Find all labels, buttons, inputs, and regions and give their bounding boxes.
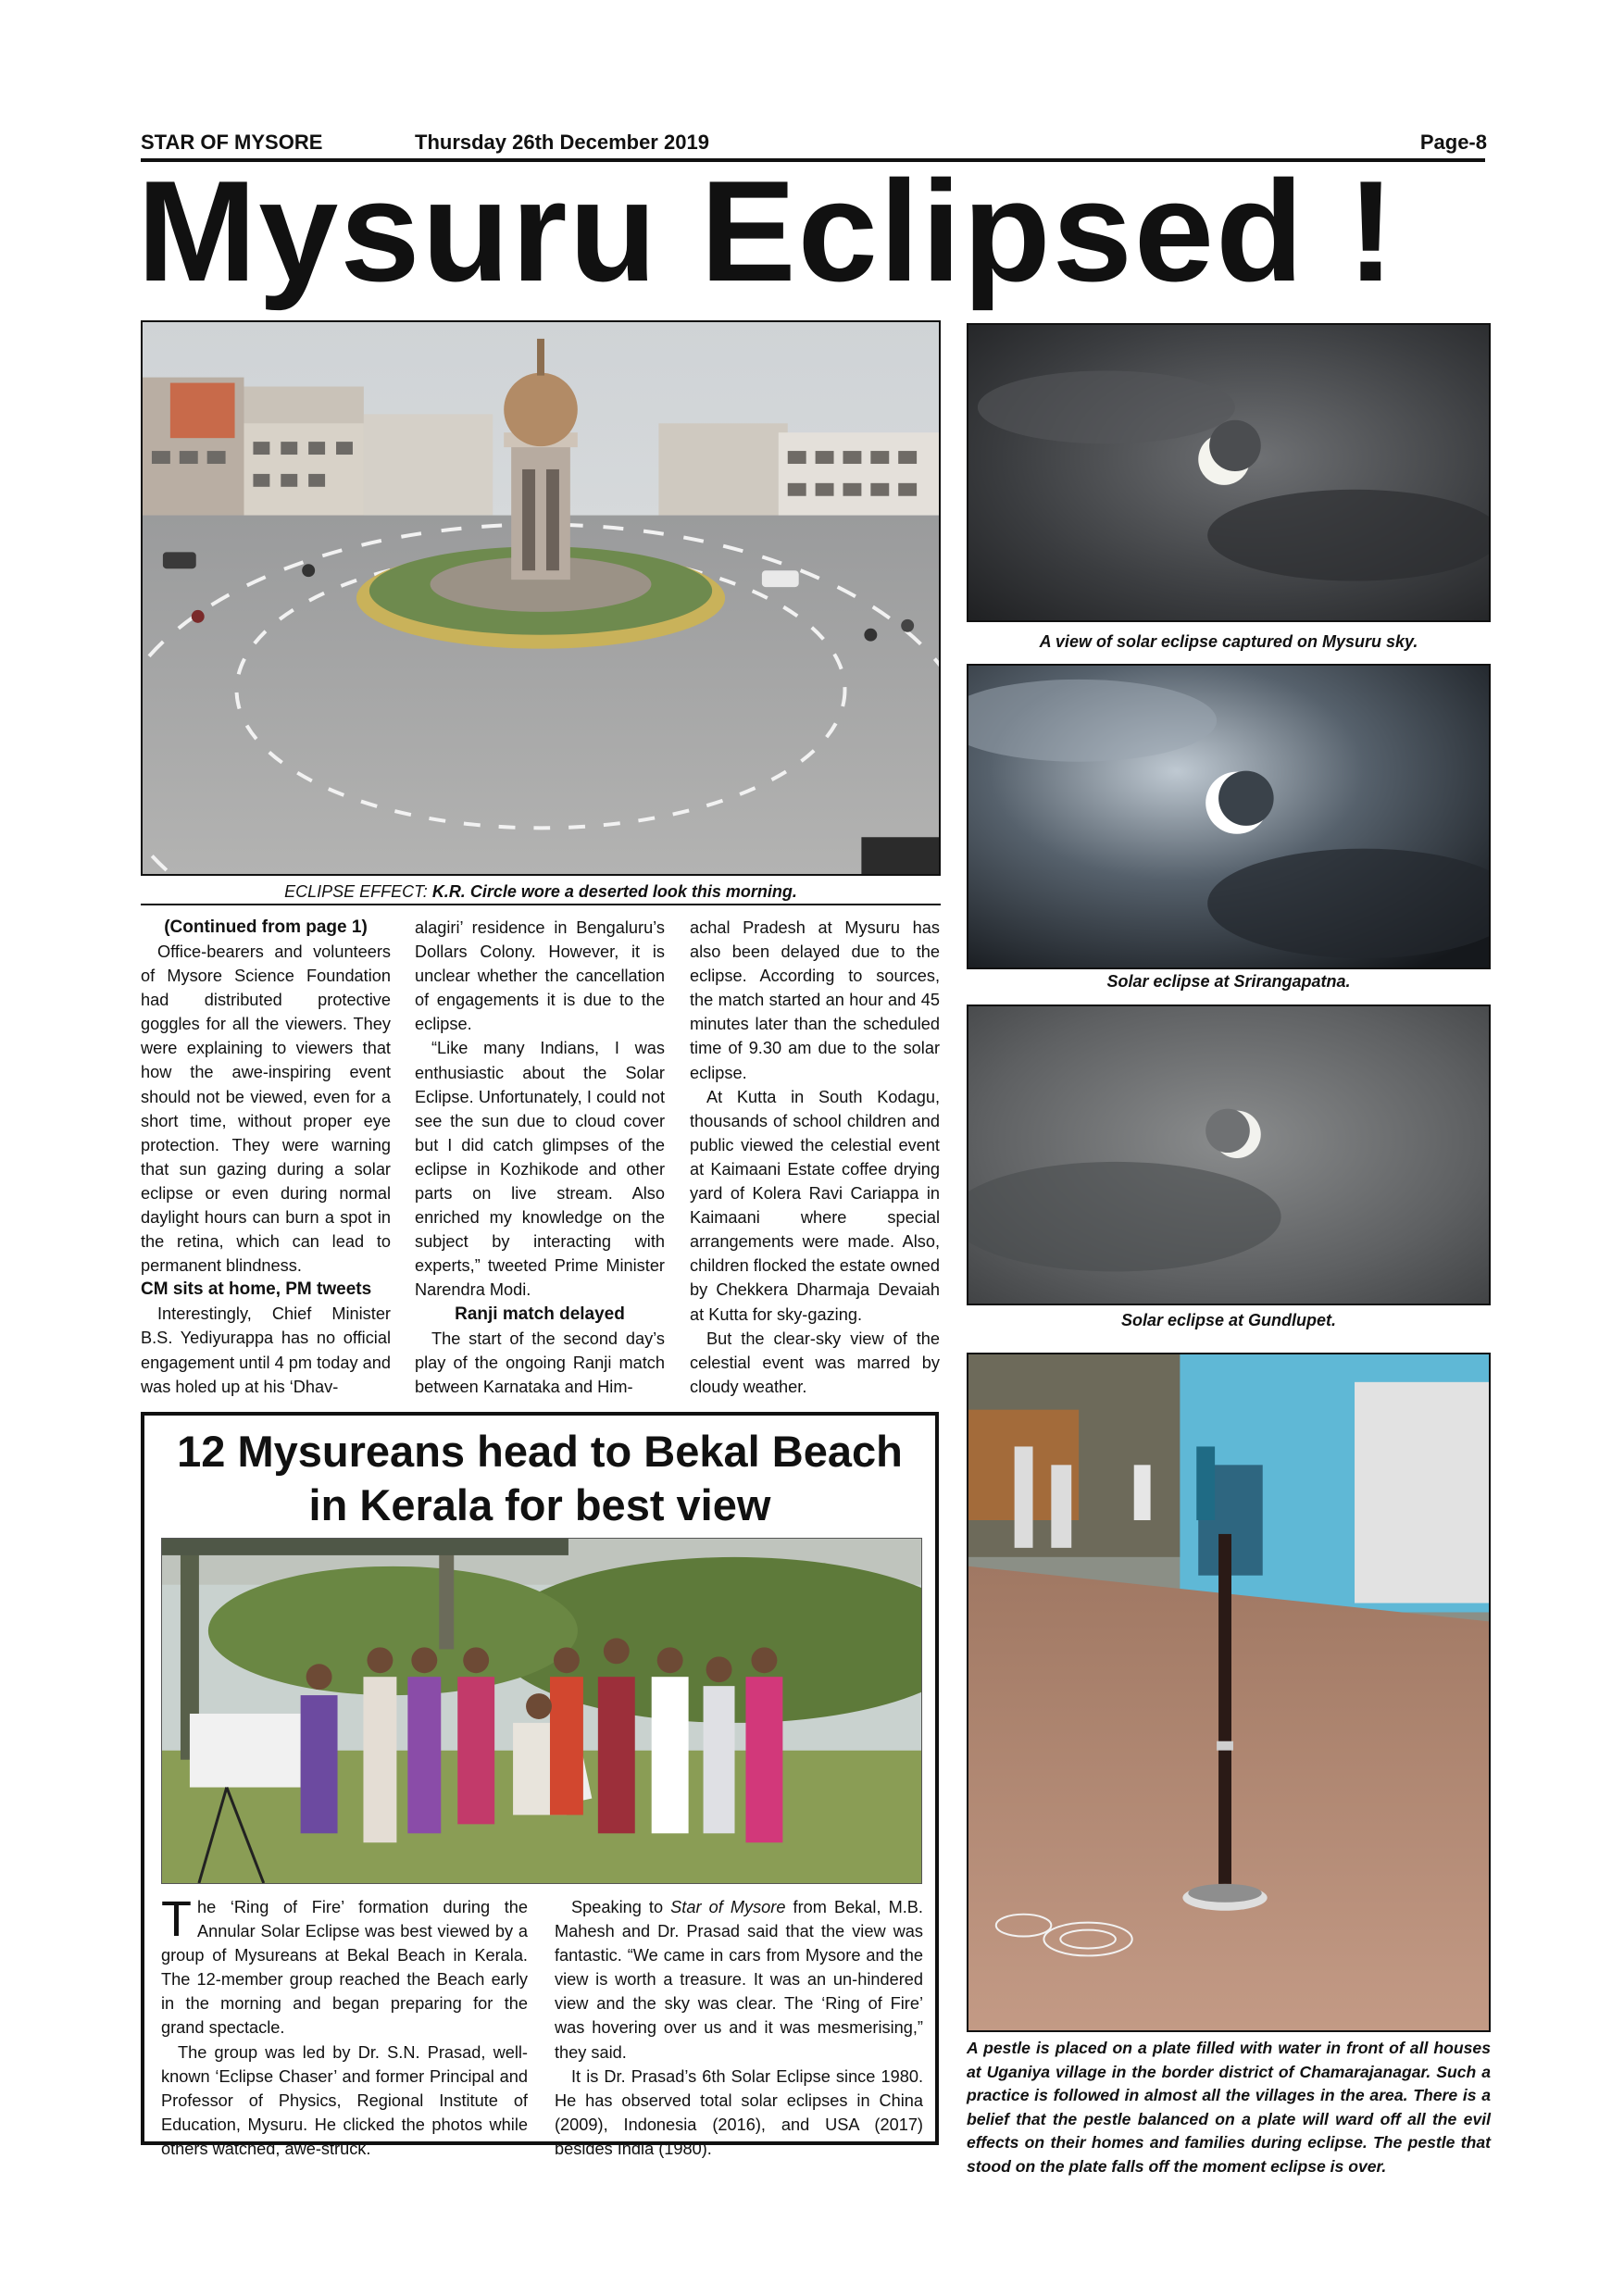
main-photo-caption [141, 881, 941, 903]
newspaper-name: STAR OF MYSORE [141, 131, 323, 154]
article-paragraph: Interestingly, Chief Minister B.S. Yediyurappa has no official engagement until 4 pm today and was holed up at his ‘Dhav- [141, 1304, 391, 1396]
continued-label: (Continued from page 1) [164, 917, 368, 937]
article-paragraph: achal Pradesh at Mysuru has also been delayed due to the eclipse. According to sources, the match started an hour and 45 minutes later than the scheduled time of 9.30 am due to the solar eclipse. [690, 918, 940, 1082]
box-paragraph-4: It is Dr. Prasad’s 6th Solar Eclipse since 1980. He has observed total solar eclipses in China (2009), Indonesia (2016), and USA (2017) besides India (1980). [555, 2066, 923, 2158]
subhead-ranji: Ranji match delayed [455, 1304, 625, 1324]
kr-circle-photo [141, 320, 941, 876]
pestle-photo [967, 1353, 1491, 2032]
article-paragraph: Office-bearers and volunteers of Mysore Science Foundation had distributed protective goggles for all the viewers. They were explaining to viewers that how the awe-inspiring event should not be viewed, even for a short time, without proper eye protection. They were warning that sun gazing during a solar eclipse or even during normal daylight hours can burn a spot in the retina, which can lead to permanent blindness. [141, 942, 391, 1276]
eclipse-photo-gundlupet [967, 1004, 1491, 1305]
box-paragraph-1 [161, 1891, 528, 2040]
box-column-2 [555, 1895, 923, 2161]
paper-name-italic: Star of Mysore [670, 1898, 786, 1916]
eclipse-caption-1: A view of solar eclipse captured on Mysuru sky. [1039, 632, 1418, 651]
box-paragraph-text: he ‘Ring of Fire’ formation during the Annular Solar Eclipse was best viewed by a group of Mysureans at Bekal Beach in Kerala. The 12-member group reached the Beach early in the morning and began preparing for the grand spectacle. [161, 1898, 528, 2038]
box-title-line-2: in Kerala for best view [308, 1479, 771, 1529]
article-column-1 [141, 916, 391, 1399]
box-story-title [144, 1425, 935, 1532]
bekal-group-photo [161, 1538, 922, 1884]
article-paragraph: At Kutta in South Kodagu, thousands of school children and public viewed the celestial event at Kaimaani Estate coffee drying yard of Kolera Ravi Cariappa in Kaimaani where special arrangements were made. Also, children flocked the estate owned by Chekkera Dharmaja Devaiah at Kutta for sky-gazing. [690, 1087, 940, 1324]
article-column-3 [690, 916, 940, 1399]
subhead-cm: CM sits at home, PM tweets [141, 1279, 372, 1300]
article-paragraph: But the clear-sky view of the celestial event was marred by cloudy weather. [690, 1329, 940, 1396]
caption-lead: ECLIPSE EFFECT: [284, 882, 428, 901]
eclipse-caption-3: Solar eclipse at Gundlupet. [1120, 1311, 1337, 1329]
box-title-line-1: 12 Mysureans head to Bekal Beach [177, 1427, 903, 1476]
eclipse-photo-srirangapatna [967, 664, 1491, 969]
box-paragraph-text: from Bekal, M.B. Mahesh and Dr. Prasad said that the view was fantastic. “We came in cars from Mysore and the view is worth a treasure. It was an un-hindered view and the sky was clear. The ‘Ring of Fire’ was hovering over us and it was mesmerising,” they said. [555, 1898, 923, 2062]
caption-text: K.R. Circle wore a deserted look this morning. [431, 882, 797, 901]
eclipse-photo-mysuru [967, 323, 1491, 622]
bekal-story-box [141, 1412, 939, 2158]
eclipse-caption-2: Solar eclipse at Srirangapatna. [1106, 972, 1351, 991]
headline: Mysuru Eclipsed ! [137, 151, 1397, 311]
box-column-1 [161, 1891, 528, 2161]
article-paragraph: “Like many Indians, I was enthusiastic about the Solar Eclipse. Unfortunately, I could not see the sun due to cloud cover but I did catch glimpses of the eclipse in Kozhikode and other parts on live stream. Also enriched my knowledge on the subject by interacting with experts,” tweeted Prime Minister Narendra Modi. [415, 1039, 665, 1300]
caption-rule [141, 904, 941, 905]
pestle-caption: A pestle is placed on a plate filled with water in front of all houses at Uganiya village in the border district of Chamarajanagar. Such a practice is followed in almost all the villages in the area. There is a belief that the pestle balanced on a plate will ward off all the evil effects on their homes and families during eclipse. The pestle that stood on the plate falls off the moment eclipse is over. [967, 2039, 1491, 2176]
article-paragraph: alagiri’ residence in Bengaluru’s Dollars Colony. However, it is unclear whether the cancellation of engagements it is due to the eclipse. [415, 918, 665, 1034]
issue-date: Thursday 26th December 2019 [415, 131, 709, 154]
box-paragraph-text: Speaking to [571, 1898, 671, 1916]
drop-cap: T [161, 1891, 192, 1947]
box-paragraph-2: The group was led by Dr. S.N. Prasad, well-known ‘Eclipse Chaser’ and former Principal and Professor of Physics, Regional Institute of Education, Mysuru. He clicked the photos while others watched, awe-struck. [161, 2042, 528, 2158]
box-paragraph-3 [555, 1895, 923, 2065]
page-number: Page-8 [1419, 131, 1487, 154]
article-paragraph: The start of the second day’s play of the ongoing Ranji match between Karnataka and Him- [415, 1329, 665, 1396]
article-column-2 [415, 916, 665, 1399]
